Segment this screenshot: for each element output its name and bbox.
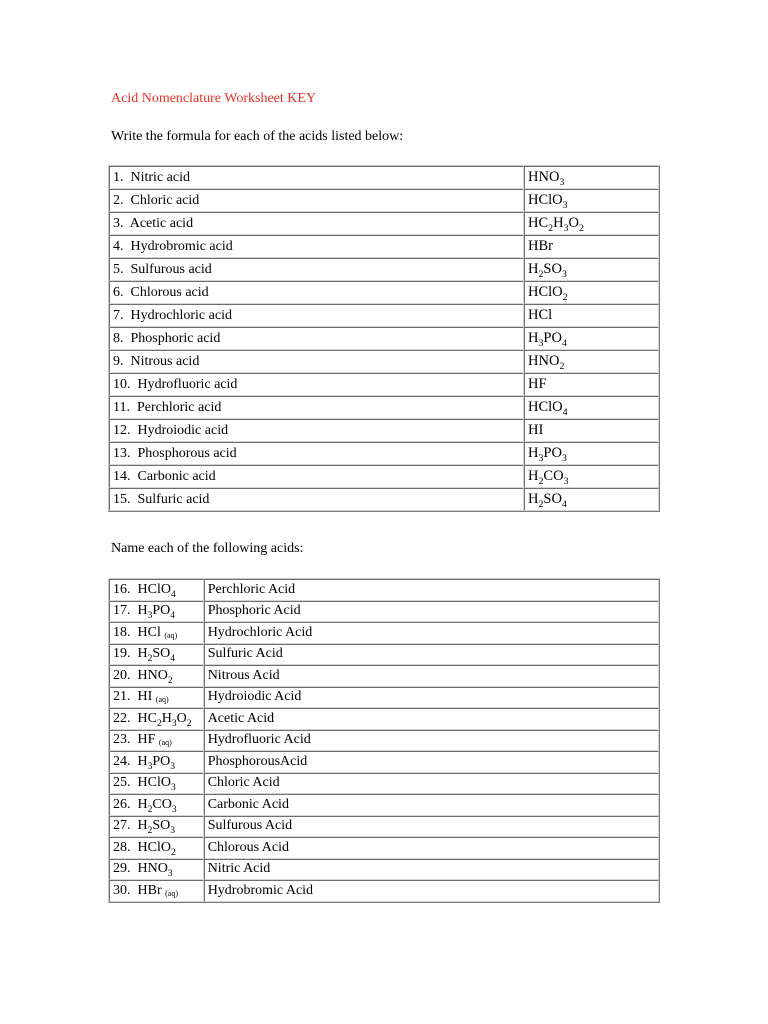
- acid-name-cell: 12. Hydroiodic acid: [109, 419, 524, 442]
- table-row: [109, 579, 659, 601]
- name-table-body: [109, 579, 659, 902]
- formula-cell: 23. HF (aq): [109, 730, 204, 752]
- section-1-heading: Write the formula for each of the acids listed below:: [111, 129, 404, 144]
- formula-cell: 29. $HNO_3$: [109, 859, 204, 881]
- table-row: [109, 419, 659, 442]
- acid-name-cell: 10. Hydrofluoric acid: [109, 373, 524, 396]
- table-row: [109, 622, 659, 644]
- formula-cell: $H_3PO_3$: [524, 442, 659, 465]
- formula-cell: 24. $H_3PO_3$: [109, 751, 204, 773]
- table-row: [109, 708, 659, 730]
- formula-cell: $HC_2H_3O_2$: [524, 212, 659, 235]
- table-row: [109, 601, 659, 623]
- table-row: [109, 837, 659, 859]
- acid-name-cell: 5. Sulfurous acid: [109, 258, 524, 281]
- formula-cell: HF: [524, 373, 659, 396]
- acid-name-cell: 7. Hydrochloric acid: [109, 304, 524, 327]
- formula-cell: HClO$_3$: [524, 189, 659, 212]
- acid-name-cell: 15. Sulfuric acid: [109, 488, 524, 511]
- table-row: [109, 816, 659, 838]
- table-row: [109, 687, 659, 709]
- table-row: [109, 396, 659, 419]
- table-row: [109, 235, 659, 258]
- acid-name-cell: Chloric Acid: [204, 773, 659, 795]
- formula-cell: HCl: [524, 304, 659, 327]
- table-row: [109, 773, 659, 795]
- acid-name-cell: 8. Phosphoric acid: [109, 327, 524, 350]
- formula-cell: 28. HClO$_2$: [109, 837, 204, 859]
- formula-cell: $HNO_3$: [524, 166, 659, 189]
- table-row: [109, 665, 659, 687]
- table-row: [109, 304, 659, 327]
- acid-name-cell: 3. Acetic acid: [109, 212, 524, 235]
- table-row: [109, 166, 659, 189]
- acid-name-cell: 13. Phosphorous acid: [109, 442, 524, 465]
- acid-name-cell: Chlorous Acid: [204, 837, 659, 859]
- table-row: [109, 751, 659, 773]
- formula-table: [108, 165, 660, 512]
- section-2-heading: Name each of the following acids:: [111, 541, 304, 556]
- table-row: [109, 327, 659, 350]
- formula-cell: HI: [524, 419, 659, 442]
- acid-name-cell: 9. Nitrous acid: [109, 350, 524, 373]
- acid-name-cell: Sulfuric Acid: [204, 644, 659, 666]
- formula-cell: 21. HI (aq): [109, 687, 204, 709]
- formula-cell: $H_3PO_4$: [524, 327, 659, 350]
- acid-name-cell: Phosphoric Acid: [204, 601, 659, 623]
- table-row: [109, 488, 659, 511]
- acid-name-cell: 14. Carbonic acid: [109, 465, 524, 488]
- table-row: [109, 281, 659, 304]
- acid-name-cell: PhosphorousAcid: [204, 751, 659, 773]
- table-row: [109, 212, 659, 235]
- formula-cell: 19. $H_2SO_4$: [109, 644, 204, 666]
- table-row: [109, 258, 659, 281]
- formula-cell: 20. $HNO_2$: [109, 665, 204, 687]
- formula-cell: 17. $H_3PO_4$: [109, 601, 204, 623]
- acid-name-cell: 4. Hydrobromic acid: [109, 235, 524, 258]
- name-table: [108, 578, 660, 903]
- acid-name-cell: Hydroiodic Acid: [204, 687, 659, 709]
- table-row: [109, 880, 659, 902]
- formula-cell: 16. HClO$_4$: [109, 579, 204, 601]
- acid-name-cell: 2. Chloric acid: [109, 189, 524, 212]
- formula-cell: 25. HClO$_3$: [109, 773, 204, 795]
- table-row: [109, 373, 659, 396]
- formula-cell: $H_2SO_4$: [524, 488, 659, 511]
- formula-cell: $H_2SO_3$: [524, 258, 659, 281]
- formula-cell: 26. $H_2CO_3$: [109, 794, 204, 816]
- formula-cell: 22. $HC_2H_3O_2$: [109, 708, 204, 730]
- formula-cell: HClO$_2$: [524, 281, 659, 304]
- formula-cell: $H_2CO_3$: [524, 465, 659, 488]
- acid-name-cell: 6. Chlorous acid: [109, 281, 524, 304]
- formula-cell: $HNO_2$: [524, 350, 659, 373]
- acid-name-cell: Hydrobromic Acid: [204, 880, 659, 902]
- acid-name-cell: Perchloric Acid: [204, 579, 659, 601]
- acid-name-cell: Hydrofluoric Acid: [204, 730, 659, 752]
- acid-name-cell: 11. Perchloric acid: [109, 396, 524, 419]
- formula-cell: 18. HCl (aq): [109, 622, 204, 644]
- table-row: [109, 465, 659, 488]
- acid-name-cell: Nitric Acid: [204, 859, 659, 881]
- acid-name-cell: Carbonic Acid: [204, 794, 659, 816]
- table-row: [109, 189, 659, 212]
- table-row: [109, 730, 659, 752]
- acid-name-cell: Sulfurous Acid: [204, 816, 659, 838]
- acid-name-cell: 1. Nitric acid: [109, 166, 524, 189]
- formula-cell: 30. HBr (aq): [109, 880, 204, 902]
- formula-table-body: [109, 166, 659, 511]
- table-row: [109, 859, 659, 881]
- table-row: [109, 794, 659, 816]
- table-row: [109, 442, 659, 465]
- formula-cell: HBr: [524, 235, 659, 258]
- table-row: [109, 644, 659, 666]
- acid-name-cell: Hydrochloric Acid: [204, 622, 659, 644]
- acid-name-cell: Acetic Acid: [204, 708, 659, 730]
- table-row: [109, 350, 659, 373]
- page-title: Acid Nomenclature Worksheet KEY: [111, 91, 317, 106]
- formula-cell: 27. $H_2SO_3$: [109, 816, 204, 838]
- formula-cell: HClO$_4$: [524, 396, 659, 419]
- acid-name-cell: Nitrous Acid: [204, 665, 659, 687]
